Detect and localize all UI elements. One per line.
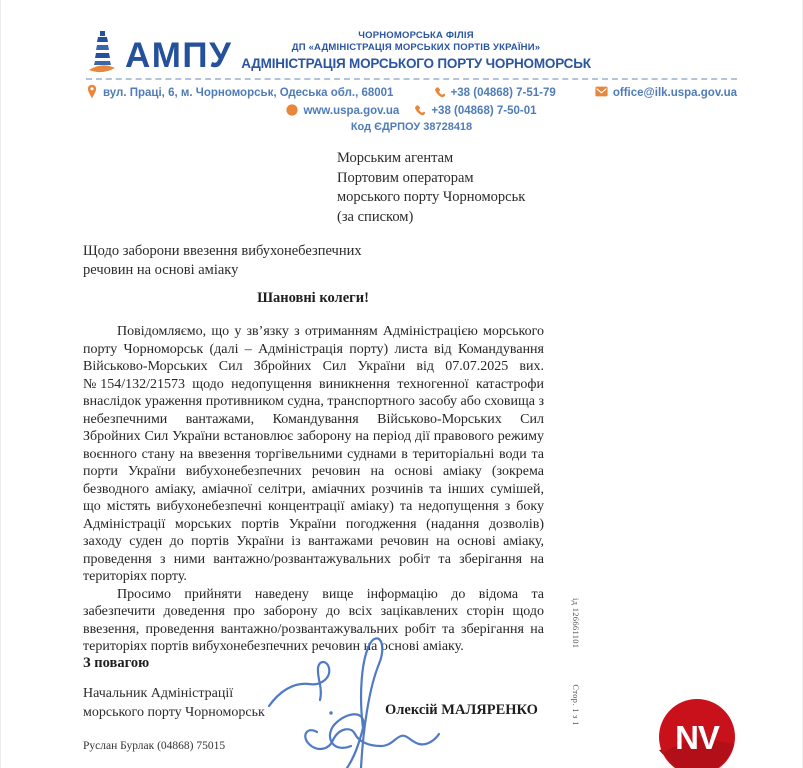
edrpou-code: Код ЄДРПОУ 38728418 bbox=[350, 121, 473, 133]
logo-wordmark: АМПУ bbox=[125, 36, 233, 75]
address-text: вул. Праці, 6, м. Чорноморськ, Одеська обл., 68001 bbox=[103, 87, 394, 99]
website-text: www.uspa.gov.ua bbox=[303, 105, 400, 117]
ampu-logo bbox=[87, 30, 232, 81]
position-line: морського порту Чорноморськ bbox=[83, 705, 265, 720]
addressee-block bbox=[337, 149, 525, 227]
phone-icon bbox=[433, 85, 446, 101]
branch-name: ЧОРНОМОРСЬКА ФІЛІЯ bbox=[358, 30, 474, 41]
handwritten-signature bbox=[265, 634, 455, 768]
enterprise-name: ДП «АДМІНІСТРАЦІЯ МОРСЬКИХ ПОРТІВ УКРАЇНИ» bbox=[291, 41, 541, 53]
document-id-stamp bbox=[571, 598, 581, 726]
letterhead-titles bbox=[236, 30, 596, 71]
email-item bbox=[595, 86, 737, 100]
envelope-icon bbox=[595, 86, 608, 100]
body-paragraph-2: Просимо прийняти наведену вище інформацію до відома та забезпечити доведення про заборону до всіх зацікавлених сторін щодо ввезення, проведення вантажно/розвантажувальних робіт та зберігання на територіях портів вибухонебезпечних речовин на основі аміаку. bbox=[83, 586, 544, 654]
globe-icon bbox=[286, 104, 298, 119]
phone-secondary-text: +38 (04868) 7-50-01 bbox=[431, 105, 537, 117]
regards-line: З повагою bbox=[83, 655, 150, 671]
nv-watermark-logo bbox=[649, 694, 761, 768]
organization-name: АДМІНІСТРАЦІЯ МОРСЬКОГО ПОРТУ ЧОРНОМОРСЬК bbox=[241, 56, 591, 71]
lighthouse-icon bbox=[87, 30, 117, 81]
contact-row-primary bbox=[86, 84, 737, 102]
email-text: office@ilk.uspa.gov.ua bbox=[612, 87, 737, 99]
letter-body bbox=[83, 323, 544, 656]
phone-icon bbox=[413, 103, 426, 119]
letterhead-divider bbox=[86, 78, 737, 80]
addressee-line: Портовим операторам bbox=[337, 169, 474, 186]
doc-id-text: ід 126661101 bbox=[571, 598, 581, 649]
phone-main-text: +38 (04868) 7-51-79 bbox=[450, 87, 556, 99]
edrpou-row bbox=[86, 121, 737, 133]
addressee-line: Морським агентам bbox=[337, 150, 454, 166]
addressee-line: морського порту Чорноморськ bbox=[337, 189, 526, 205]
map-pin-icon bbox=[86, 84, 98, 102]
nv-letters: NV bbox=[675, 719, 719, 756]
address-item bbox=[86, 84, 393, 102]
phone-secondary-item bbox=[413, 103, 536, 119]
phone-main-item bbox=[433, 85, 556, 101]
website-item bbox=[286, 104, 399, 119]
signer-name: Олексій МАЛЯРЕНКО bbox=[385, 702, 538, 718]
executor-contact: Руслан Бурлак (04868) 75015 bbox=[83, 740, 226, 752]
position-line: Начальник Адміністрації bbox=[83, 686, 234, 701]
body-paragraph-1: Повідомляємо, що у зв’язку з отриманням Адміністрацією морського порту Чорноморськ (далі – Адміністрація порту) листа від Командування Військово-Морських Сил Збройних Сил України від 07.07.2025 вих. №154/132/21573 щодо недопущення виникнення техногенної катастрофи внаслідок ураження противником судна, транспортного засобу або сховища з небезпечними вантажами, Командування Військово-Морських Сил Збройних Сил України встановлює заборону на період дії правового режиму воєнного стану на ввезення торгівельними суднами в територіальні води та порти України вибухонебезпечних речовин на основі аміаку (зокрема безводного аміаку, аміачної селітри, аміачних розчинів та інших сумішей, що містять вибухонебезпечні концентрації аміаку) та недопущення з боку Адміністрації морських портів України погодження (надання дозволів) заходу суден до портів України із вантажами речовин на основі аміаку, проведення з ними вантажно/розвантажувальних робіт та зберігання на територіях порту. bbox=[83, 324, 544, 584]
subject-line: Щодо заборони ввезення вибухонебезпечних речовин на основі аміаку bbox=[83, 243, 362, 278]
contact-row-secondary bbox=[86, 103, 737, 119]
salutation: Шановні колеги! bbox=[257, 290, 369, 306]
signer-position bbox=[83, 684, 265, 722]
page-count-text: Стор. 1 з 1 bbox=[571, 684, 581, 726]
addressee-line: (за списком) bbox=[337, 208, 414, 225]
